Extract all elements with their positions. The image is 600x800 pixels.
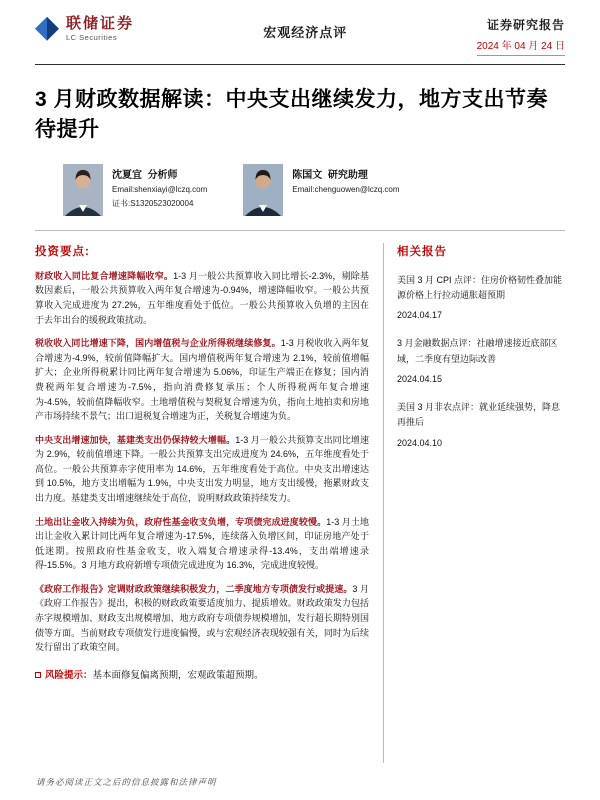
related-report-item[interactable]: [397, 400, 565, 448]
header-rule: [35, 64, 565, 65]
analyst-name: 沈夏宜: [112, 169, 142, 181]
related-report-title[interactable]: 美国 3 月非农点评：就业延续强势，降息再推后: [397, 402, 561, 428]
brand-logo-icon: [35, 17, 59, 41]
analyst-card: [243, 164, 399, 216]
paragraph-lead: 土地出让金收入持续为负，政府性基金收支负增，专项债完成进度较慢。: [35, 516, 327, 527]
risk-label: 风险提示：: [45, 669, 93, 681]
header-right: [477, 16, 565, 56]
paragraph-lead: 《政府工作报告》定调财政政策继续积极发力，二季度地方专项债发行或提速。: [35, 583, 353, 594]
analyst-name-role: [112, 166, 207, 181]
related-report-date: 2024.04.17: [397, 310, 443, 321]
report-type: 证券研究报告: [486, 18, 565, 32]
report-date: 2024 年 04 月 24 日: [477, 37, 565, 56]
analyst-name-role: [292, 166, 399, 181]
related-report-title[interactable]: 3 月金融数据点评：社融增速接近底部区域，二季度有望边际改善: [397, 338, 558, 364]
related-report-title[interactable]: 美国 3 月 CPI 点评：住房价格韧性叠加能源价格上行拉动通胀超预期: [397, 274, 563, 301]
analyst-email: Email:chenguowen@lczq.com: [292, 184, 400, 194]
risk-text: 基本面修复偏离预期，宏观政策超预期。: [92, 669, 264, 681]
brand-name: 联储证券: [66, 15, 135, 32]
brand: [35, 16, 134, 42]
paragraph-lead: 财政收入同比复合增速降幅收窄。: [35, 270, 174, 281]
paragraph-body: 1-3 月一般公共预算收入同比增长-2.3%，剔除基数因素后，一般公共预算收入两年复合增速为-0.94%，增速降幅收窄。一般公共预算收入完成进度为 27.2%，五年维度看处于低位。一般公共预算收入负增的主因在于去年出台的缓税政策扰动。: [35, 270, 369, 325]
related-reports-heading: 相关报告: [397, 245, 447, 258]
related-report-date: 2024.04.15: [397, 374, 443, 385]
paragraph: [35, 582, 369, 655]
paragraph: [35, 336, 369, 423]
analysts: [63, 164, 565, 216]
risk-bullet-icon: [35, 672, 41, 678]
paragraph: [35, 515, 369, 573]
main-column: [35, 243, 383, 763]
analyst-cert: 证书:S1320523020004: [112, 198, 194, 208]
key-points-heading: 投资要点:: [35, 245, 90, 258]
analyst-photo: [243, 164, 283, 216]
paragraph-body: 1-3 月一般公共预算支出同比增速为 2.9%，较前值增速下降。一般公共预算支出完成进度为 24.6%，五年维度看处于高位。一般公共预算赤字使用率为 14.6%，五年维度看处于高位。中央支出增速达到 10.5%，地方支出增幅为 1.9%，中央支出发力明显，地方支出缓慢，拖累财政支出力度。基建类支出增速继续处于高位，说明财政政策持续发力。: [35, 434, 369, 503]
related-report-date: 2024.04.10: [397, 437, 443, 448]
risk-note: [35, 669, 369, 683]
analyst-name: 陈国文: [292, 169, 323, 181]
related-report-item[interactable]: [397, 336, 565, 384]
content-columns: [35, 243, 565, 763]
paragraph-lead: 税收收入同比增速下降，国内增值税与企业所得税继续修复。: [35, 338, 281, 349]
footer-disclaimer: 请务必阅读正文之后的信息披露和法律声明: [36, 777, 217, 787]
analyst-role: 研究助理: [327, 169, 368, 181]
section-divider: [35, 230, 565, 231]
paragraph: [35, 269, 369, 327]
report-category: 宏观经济点评: [263, 25, 348, 40]
paragraph-body: 3 月《政府工作报告》提出，积极的财政政策要适度加力、提质增效。财政政策发力包括赤字规模增加、财政支出规模增加、地方政府专项债券规模增加，发行超长期特别国债等方面。当前财政专项债发行进度偏慢，或与宏观经济表现较强有关，同时为后续发行留出了政策空间。: [35, 583, 369, 653]
brand-name-en: LC Securities: [66, 32, 118, 42]
header: [35, 16, 565, 56]
analyst-email: Email:shenxiayi@lczq.com: [112, 184, 208, 194]
paragraph-body: 1-3 月税收收入两年复合增速为-4.9%，较前值降幅扩大。国内增值税两年复合增速为 2.1%，较前值增幅扩大；企业所得税累计同比两年复合增速为 5.06%，印证生产端正在修复；国内消费税两年复合增速为-7.5%，指向消费修复承压；个人所得税两年复合增速为-4.5%，较前值降幅收窄。土地增值税与契税复合增速为负，指向土地拍卖和房地产市场持续不景气；出口退税复合增速为正，关税复合增速为负。: [35, 338, 369, 422]
analyst-card: [63, 164, 207, 216]
paragraph-lead: 中央支出增速加快，基建类支出仍保持较大增幅。: [35, 434, 236, 445]
paragraph-body: 1-3 月土地出让金收入累计同比两年复合增速为-17.5%，连续落入负增区间，印证房地产处于低迷期。按照政府性基金收支，收入端复合增速录得-13.4%，支出端增速录得-15.5%。3 月地方政府新增专项债完成进度为 16.3%，完成进度较慢。: [35, 516, 369, 571]
sidebar-related-reports: [383, 243, 565, 763]
page-title: 3 月财政数据解读：中央支出继续发力，地方支出节奏待提升: [35, 88, 549, 142]
related-report-item[interactable]: [397, 273, 565, 321]
analyst-role: 分析师: [147, 169, 178, 181]
analyst-photo: [63, 164, 103, 216]
paragraph: [35, 433, 369, 506]
